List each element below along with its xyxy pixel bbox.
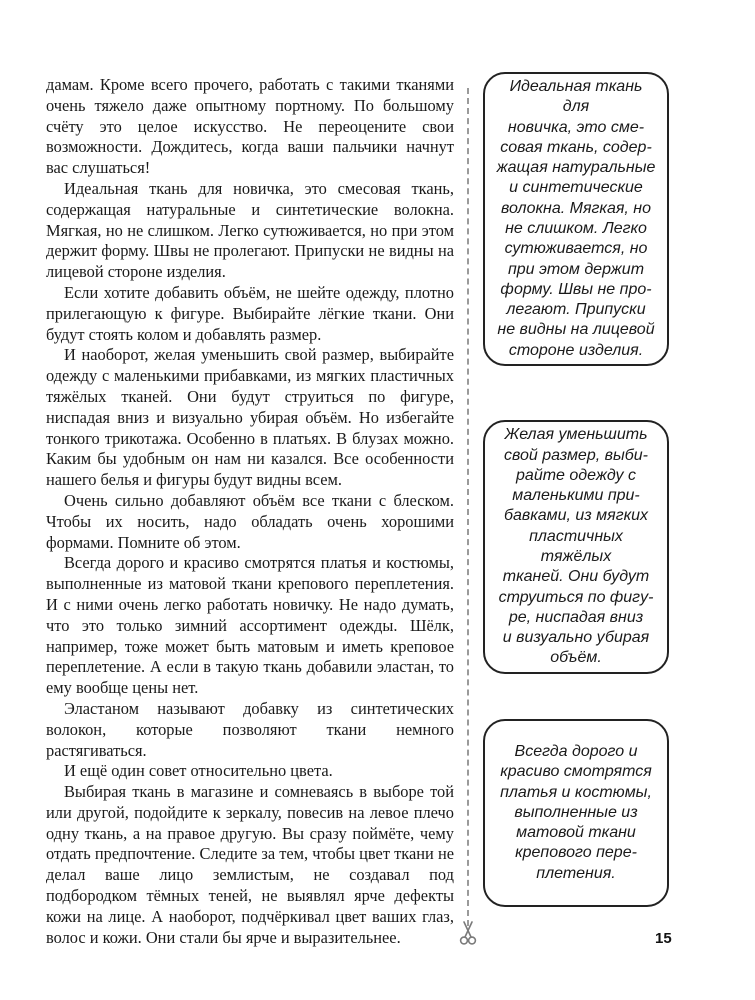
cut-line	[467, 88, 469, 926]
callout-line: струиться по фигу-	[498, 588, 654, 606]
callout-line: платья и костюмы,	[500, 783, 652, 801]
main-text-column	[46, 75, 454, 948]
callout-line: тканей. Они будут	[502, 568, 650, 586]
paragraph: Идеальная ткань для новичка, это смесовая ткань, содержащая натуральные и синтетические волокна. Мягкая, но не слишком. Легко сутюживается, но при этом держит форму. Швы не пролегают. Припуски не видны на лицевой стороне изделия.	[46, 178, 454, 282]
paragraph: Если хотите добавить объём, не шейте одежду, плотно прилегающую к фигуре. Выбирайте лёгкие ткани. Они будут стоять колом и добавлять размер.	[46, 282, 454, 344]
callout-line: легают. Припуски	[506, 301, 646, 319]
scissors-icon	[455, 920, 481, 946]
callout-line: объём.	[550, 649, 602, 667]
callout-line: ре, ниспадая вниз	[508, 608, 644, 626]
callout-line: волокна. Мягкая, но	[501, 199, 651, 217]
callout-text	[500, 742, 652, 884]
callout-text	[495, 425, 657, 669]
paragraph: Всегда дорого и красиво смотрятся платья и костюмы, выполненные из матовой ткани крепового переплетения. И с ними очень легко работать новичку. Не надо думать, что это только зимний ассортимент одежды. Шёлк, например, тоже может быть матовым и иметь креповое переплетение. А если в такую ткань добавили эластан, то ему вообще цены нет.	[46, 553, 454, 698]
callout-line: Желая уменьшить	[504, 426, 648, 444]
callout-line: красиво смотрятся	[500, 763, 652, 781]
callout-line: стороне изделия.	[508, 341, 644, 359]
callout-line: совая ткань, содер-	[500, 138, 652, 156]
callout-line: новичка, это сме-	[507, 118, 645, 136]
callout-line: и визуально убирая	[502, 629, 650, 647]
callout-box	[483, 420, 669, 674]
paragraph: И наоборот, желая уменьшить свой размер, выбирайте одежду с маленькими прибавками, из мягких пластичных тяжёлых тканей. Они будут струиться по фигуре, ниспадая вниз и визуально убирая объём. Но избегайте тонкого трикотажа. Особенно в платьях. В блузах можно. Каким бы удобным он нам ни казался. Все особенности нашего белья и фигуры будут видны всем.	[46, 345, 454, 490]
callout-line: сутюживается, но	[504, 240, 648, 258]
page-number: 15	[655, 930, 672, 947]
callout-line: плетения.	[536, 864, 616, 882]
callout-line: при этом держит	[507, 260, 645, 278]
paragraph: Выбирая ткань в магазине и сомневаясь в выборе той или другой, подойдите к зеркалу, повесив на левое плечо одну ткань, а на правое другую. Вы сразу поймёте, чему отдать предпочтение. Следите за тем, чтобы цвет ткани не делал ваше лицо землистым, не создавал под подбородком тёмных теней, не выявлял ярче дефекты кожи на лице. А наоборот, подчёркивал цвет ваших глаз, волос и кожи. Они стали бы ярче и выразительнее.	[46, 782, 454, 947]
callout-line: матовой ткани	[516, 824, 636, 842]
callout-line: свой размер, выби-	[504, 446, 648, 464]
callout-line: Идеальная ткань для	[509, 77, 643, 116]
callout-line: не видны на лицевой	[497, 321, 655, 339]
callout-line: райте одежду с	[516, 466, 636, 484]
callout-line: маленькими при-	[512, 487, 640, 505]
callout-line: бавками, из мягких	[503, 507, 649, 525]
paragraph: Очень сильно добавляют объём все ткани с блеском. Чтобы их носить, надо обладать очень хорошими формами. Помните об этом.	[46, 490, 454, 552]
callout-line: жащая натуральные	[496, 159, 656, 177]
callout-line: выполненные из	[514, 803, 638, 821]
paragraph: Эластаном называют добавку из синтетических волокон, которые позволяют ткани немного растягиваться.	[46, 698, 454, 760]
callout-text	[495, 77, 657, 361]
callout-line: и синтетические	[509, 179, 643, 197]
paragraph: И ещё один совет относительно цвета.	[64, 761, 333, 781]
callout-box	[483, 719, 669, 907]
callout-box	[483, 72, 669, 366]
callout-line: Всегда дорого и	[514, 742, 638, 760]
callout-line: пластичных тяжёлых	[529, 527, 623, 565]
callout-line: не слишком. Легко	[505, 220, 647, 237]
callout-line: крепового пере-	[515, 844, 637, 862]
callout-line: форму. Швы не про-	[500, 280, 652, 298]
paragraph: дамам. Кроме всего прочего, работать с такими тканями очень тяжело даже опытному портному. По большому счёту это целое искусство. Не переоцените свои возможности. Дождитесь, когда ваши пальчики начнут вас слушаться!	[46, 75, 454, 178]
